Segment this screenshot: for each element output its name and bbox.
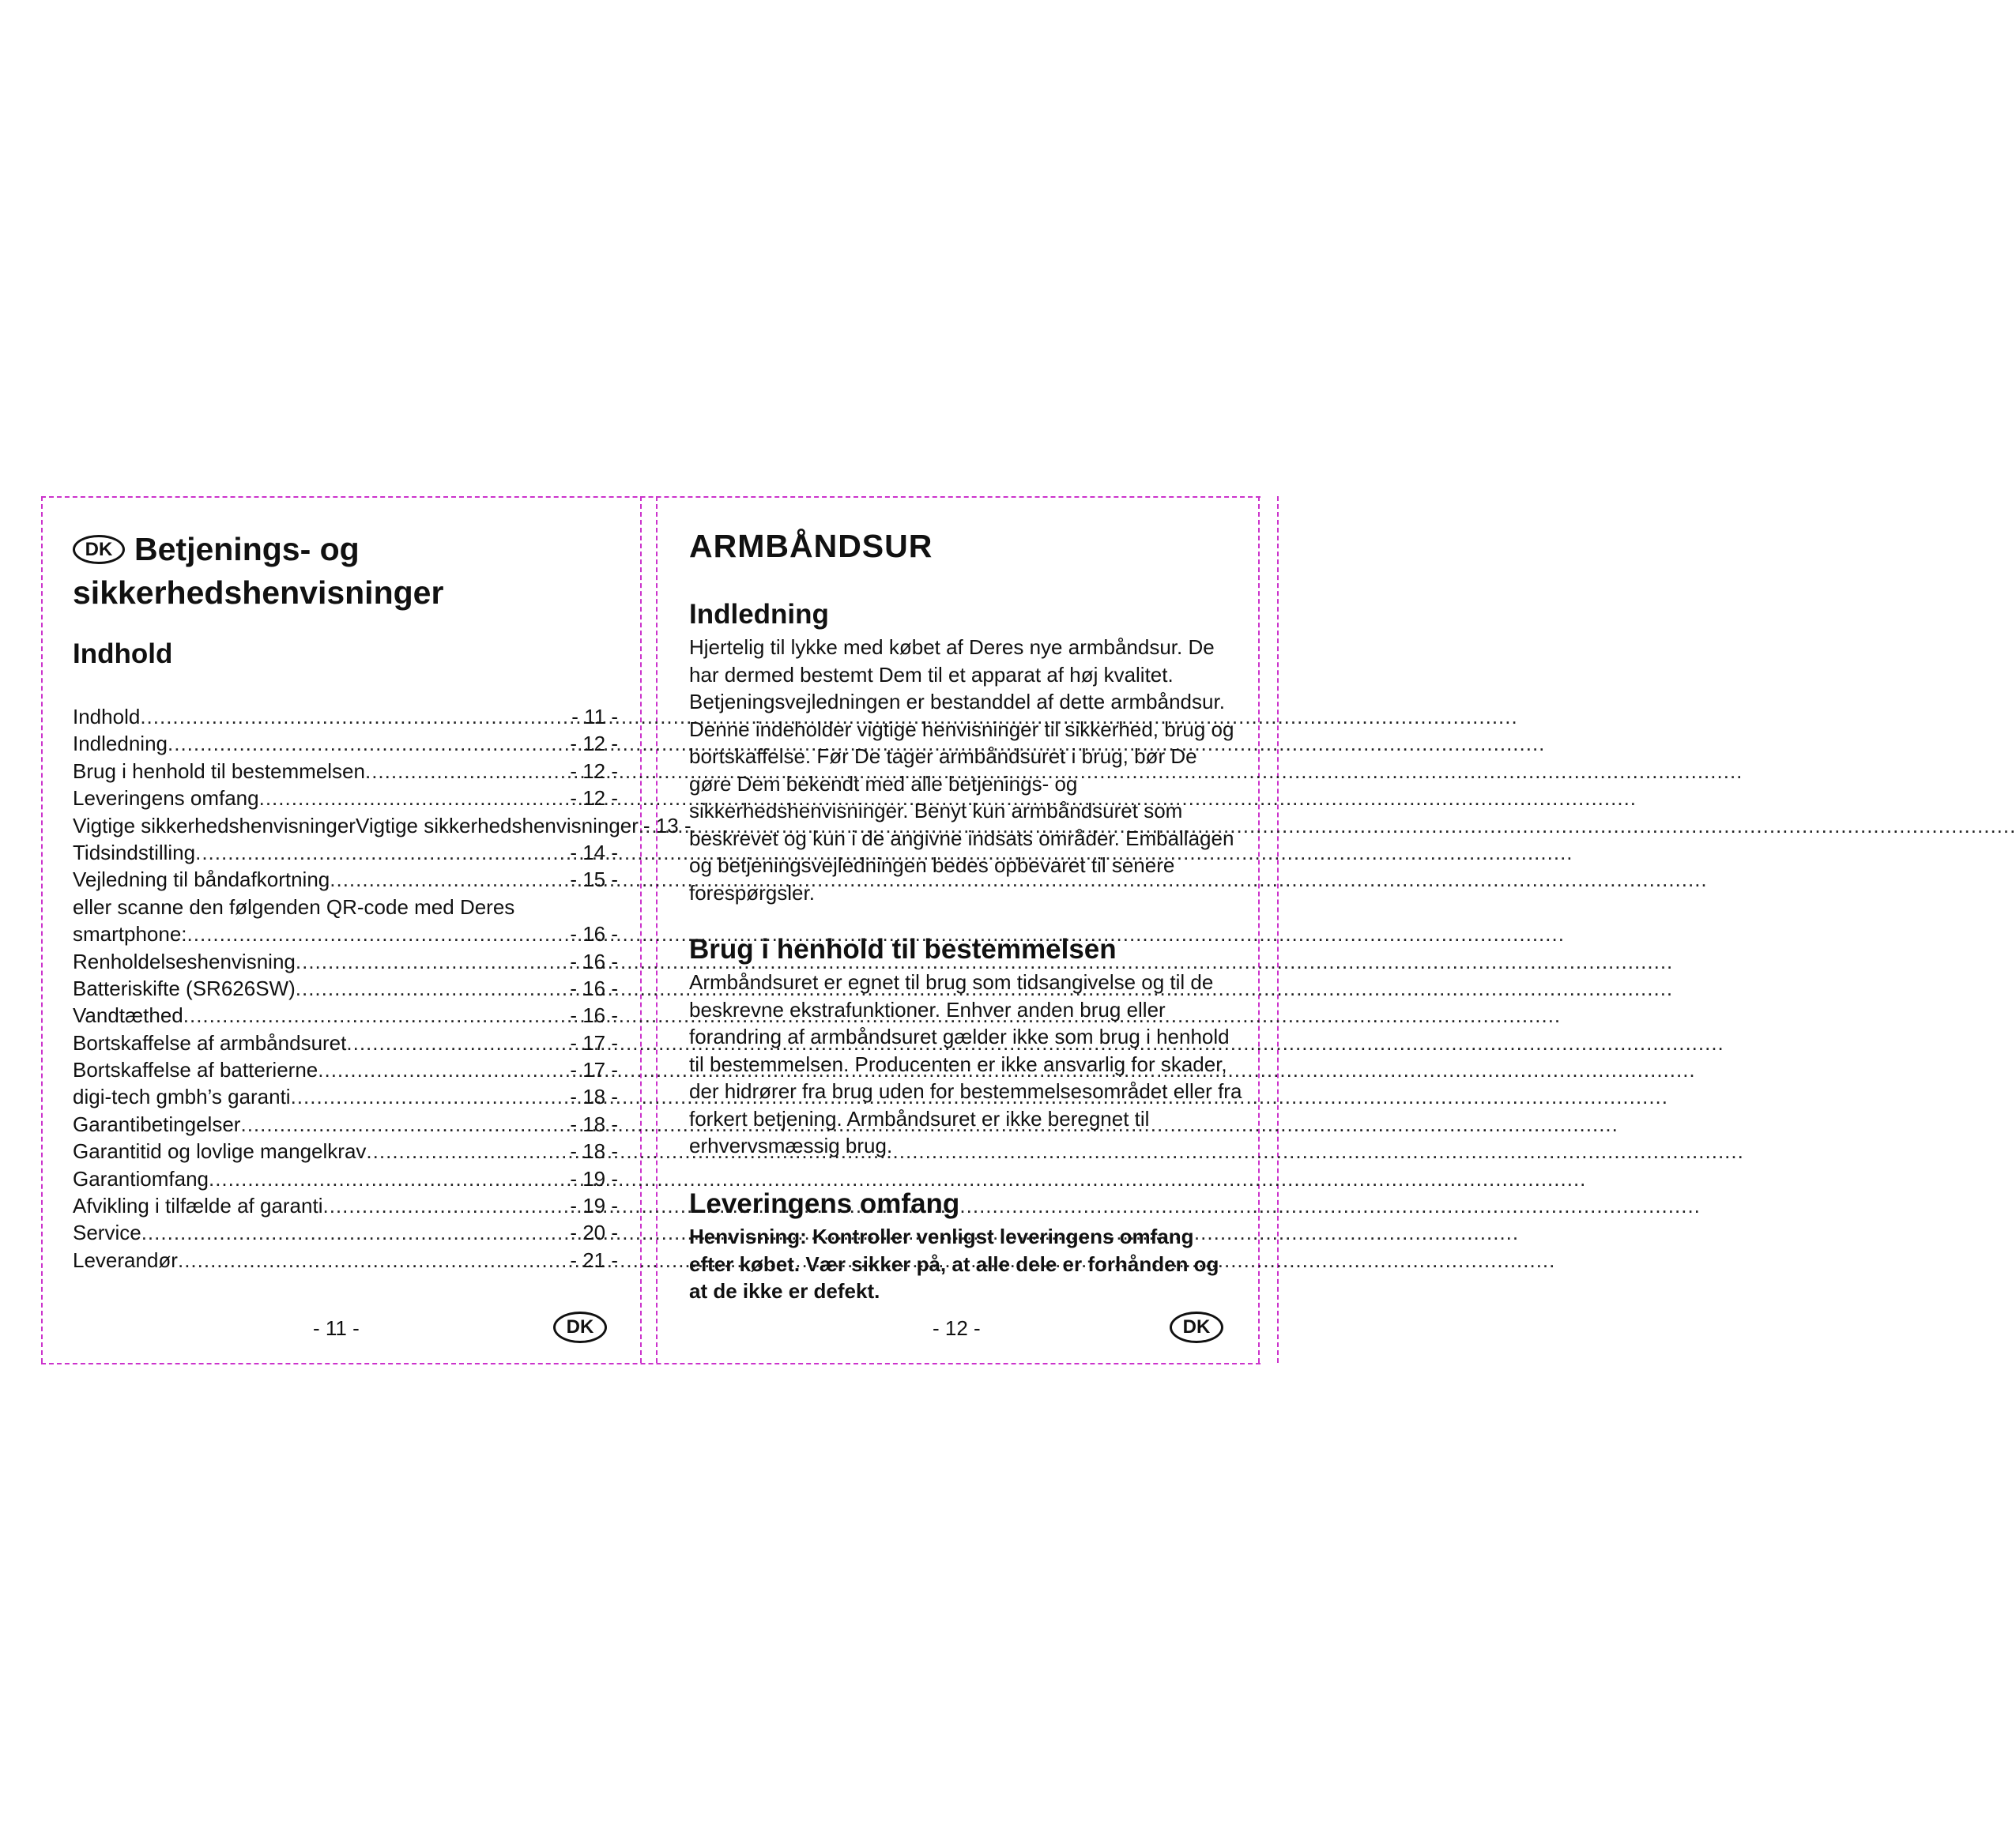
toc-entry-page: - 17 -	[570, 1030, 618, 1055]
toc-entry-page: - 16 -	[570, 1003, 618, 1028]
toc-entry-title: Vandtæthed	[73, 1003, 183, 1028]
toc-leader-dots	[322, 1192, 565, 1219]
toc-leader-dots	[318, 1056, 565, 1083]
toc-entry-page: - 21 -	[570, 1248, 618, 1272]
toc-entry-page: - 20 -	[570, 1221, 618, 1245]
toc-leader-dots	[365, 758, 565, 785]
toc-entry-page: - 17 -	[570, 1058, 618, 1082]
toc-entry-page: - 16 -	[570, 949, 618, 973]
toc-entry-title: Leveringens omfang	[73, 786, 259, 811]
crop-frame-bottom	[41, 1363, 1260, 1364]
toc-leader-dots	[366, 1138, 565, 1165]
toc-leader-dots	[183, 1002, 566, 1029]
right-page-footer	[656, 1312, 1258, 1346]
page-number: - 12 -	[933, 1316, 981, 1340]
toc-entry	[73, 948, 618, 975]
page-number: - 11 -	[313, 1316, 360, 1340]
toc-entry	[73, 1219, 618, 1246]
dk-language-badge: DK	[73, 535, 125, 564]
toc-entry-title: Vejledning til båndafkortning	[73, 868, 330, 892]
toc-entry	[73, 866, 618, 893]
toc-leader-dots	[346, 1029, 565, 1056]
toc-entry	[73, 975, 618, 1002]
right-page	[656, 496, 1258, 1363]
toc-entry-title: Brug i henhold til bestemmelsen	[73, 758, 365, 783]
toc-entry	[73, 1111, 618, 1138]
toc-entry-page: - 13 -	[642, 813, 691, 837]
toc-entry-page: - 19 -	[570, 1166, 618, 1191]
toc-entry-page: - 12 -	[570, 732, 618, 756]
section-heading: Brug i henhold til bestemmelsen	[689, 934, 1117, 965]
toc-entry-page: - 14 -	[570, 840, 618, 864]
toc-entry	[73, 703, 618, 730]
toc-entry	[73, 785, 618, 811]
toc-entry-page: - 12 -	[570, 758, 618, 783]
toc-entry-title: Leverandør	[73, 1248, 178, 1272]
toc-leader-dots	[330, 866, 565, 893]
toc-leader-dots	[291, 1083, 566, 1110]
toc-entry-title: Tidsindstilling	[73, 840, 196, 864]
page-title	[73, 528, 626, 615]
toc-entry-title: Garantiomfang	[73, 1166, 209, 1191]
dk-footer-badge: DK	[553, 1312, 607, 1343]
toc-leader-dots	[195, 839, 565, 866]
toc-leader-dots	[178, 1247, 565, 1274]
toc-entry-title: Indhold	[73, 705, 141, 728]
toc-entry	[73, 812, 691, 839]
product-title: ARMBÅNDSUR	[689, 528, 933, 564]
toc-entry-page: - 18 -	[570, 1139, 618, 1164]
toc-entry-title: Afvikling i tilfælde af garanti	[73, 1194, 323, 1218]
toc-entry	[73, 758, 618, 785]
toc-entry	[73, 1002, 618, 1029]
toc-entry-title: digi-tech gmbh’s garanti	[73, 1085, 291, 1109]
toc-entry-page: - 12 -	[570, 786, 618, 811]
toc-entry	[73, 1056, 618, 1083]
toc-entry	[73, 1083, 618, 1110]
section-body: Armbåndsuret er egnet til brug som tidsangivelse og til de beskrevne ekstrafunktioner. Enhver anden brug eller forandring af armbåndsuret gælder ikke som brug i henhold til bestemmelsen. Producenten er ikke ansvarlig for skader, der hidrører fra brug uden for bestemmelsesområdet eller fra forkert betjening. Armbåndsuret er ikke beregnet til erhvervsmæssig brug.	[689, 970, 1242, 1157]
toc-entry-page: - 16 -	[570, 922, 618, 947]
toc-entry-page: - 18 -	[570, 1112, 618, 1136]
left-page-footer	[41, 1312, 640, 1346]
toc-entry	[73, 730, 618, 757]
toc-leader-dots	[296, 975, 566, 1002]
toc-entry-page: - 18 -	[570, 1085, 618, 1109]
toc-entry-title: Indledning	[73, 732, 168, 756]
toc-entry-title: Vigtige sikkerhedshenvisningerVigtige sikkerhedshenvisninger	[73, 813, 639, 837]
toc-entry	[73, 1247, 618, 1274]
toc-heading: Indhold	[73, 638, 173, 669]
section-body: Hjertelig til lykke med købet af Deres nye armbåndsur. De har dermed bestemt Dem til et apparat af høj kvalitet. Betjeningsvejledningen er bestanddel af dette armbåndsur. Denne indeholder vigtige henvisninger til sikkerhed, brug og bortskaffelse. Før De tager armbåndsuret i brug, bør De gøre Dem bekendt med alle betjenings- og sikkerhedshenvisninger. Benyt kun armbåndsuret som beskrevet og kun i de angivne indsats områder. Emballagen og betjeningsvejledningen bedes opbevaret til senere forespørgsler.	[689, 635, 1234, 905]
toc-leader-dots	[187, 920, 566, 947]
toc-entry-title: smartphone:	[73, 922, 187, 947]
dk-footer-badge: DK	[1170, 1312, 1223, 1343]
table-of-contents	[73, 703, 691, 1274]
toc-entry-title: Bortskaffelse af armbåndsuret	[73, 1030, 347, 1055]
toc-leader-dots	[140, 703, 567, 730]
toc-entry	[73, 839, 618, 866]
left-page	[41, 496, 691, 1363]
toc-entry	[73, 920, 618, 947]
toc-entry-title: Garantibetingelser	[73, 1112, 241, 1136]
toc-entry-page: - 19 -	[570, 1194, 618, 1218]
toc-leader-dots	[259, 785, 566, 811]
toc-entry-page: - 15 -	[570, 868, 618, 892]
toc-entry-page: - 11 -	[571, 705, 618, 728]
section-heading: Leveringens omfang	[689, 1188, 960, 1219]
section-indledning	[689, 597, 1242, 906]
toc-entry-continuation: eller scanne den følgenden QR-code med Deres	[73, 894, 515, 919]
section-leveringens-omfang	[689, 1187, 1242, 1305]
toc-entry	[73, 1165, 618, 1192]
toc-leader-dots	[296, 948, 565, 975]
toc-entry-title: Batteriskifte (SR626SW)	[73, 976, 296, 1000]
section-heading: Indledning	[689, 599, 829, 630]
toc-leader-dots	[209, 1165, 565, 1192]
toc-leader-dots	[168, 730, 565, 757]
toc-entry	[73, 1138, 618, 1165]
toc-entry-title: Bortskaffelse af batterierne	[73, 1058, 318, 1082]
toc-entry	[73, 1029, 618, 1056]
toc-entry-title: Service	[73, 1221, 141, 1245]
section-body: Henvisning: Kontroller venligst leveringens omfang efter købet. Vær sikker på, at alle dele er forhånden og at de ikke er defekt.	[689, 1225, 1219, 1303]
section-brug	[689, 932, 1242, 1160]
toc-entry	[73, 1192, 618, 1219]
page-title-text: Betjenings- og sikkerhedshenvisninger	[73, 531, 444, 611]
toc-entry-title: Garantitid og lovlige mangelkrav	[73, 1139, 367, 1164]
toc-entry-page: - 16 -	[570, 976, 618, 1000]
toc-leader-dots	[141, 1219, 566, 1246]
toc-leader-dots	[240, 1111, 565, 1138]
toc-entry-title: Renholdelseshenvisning	[73, 949, 296, 973]
